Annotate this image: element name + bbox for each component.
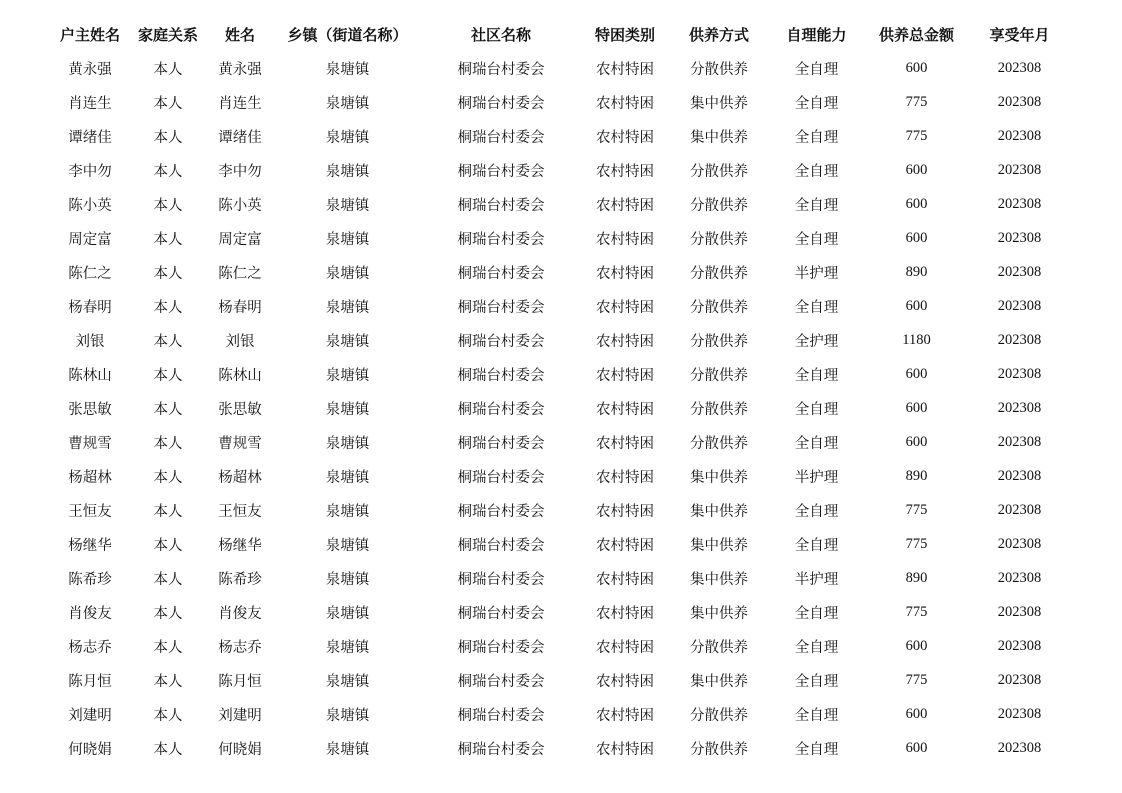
cell-householder-name: 李中勿: [68, 163, 112, 180]
table-row: [50, 289, 1070, 323]
cell-category: 农村特困: [596, 707, 654, 724]
cell-year-month: 202308: [997, 93, 1042, 110]
cell-householder-name: 杨继华: [68, 537, 112, 554]
cell-name: 肖俊友: [218, 605, 262, 622]
cell-community: 桐瑞台村委会: [457, 95, 545, 112]
cell-family-relation: 本人: [153, 707, 183, 724]
cell-family-relation: 本人: [153, 163, 183, 180]
cell-total-amount: 600: [905, 705, 928, 722]
cell-self-care: 全自理: [794, 129, 839, 146]
cell-category: 农村特困: [596, 741, 654, 758]
cell-township: 泉塘镇: [325, 367, 370, 384]
cell-name: 李中勿: [218, 163, 262, 180]
cell-category: 农村特困: [596, 605, 654, 622]
cell-support-mode: 分散供养: [690, 401, 748, 418]
cell-category: 农村特困: [596, 673, 654, 690]
cell-family-relation: 本人: [153, 435, 183, 452]
cell-householder-name: 杨春明: [68, 299, 112, 316]
cell-year-month: 202308: [997, 195, 1042, 212]
cell-total-amount: 890: [905, 263, 928, 280]
cell-name: 杨春明: [218, 299, 262, 316]
cell-category: 农村特困: [596, 503, 654, 520]
cell-name: 刘银: [225, 333, 255, 350]
cell-township: 泉塘镇: [325, 61, 370, 78]
cell-family-relation: 本人: [153, 231, 183, 248]
cell-support-mode: 集中供养: [690, 571, 748, 588]
cell-year-month: 202308: [997, 569, 1042, 586]
cell-total-amount: 775: [905, 603, 928, 620]
cell-self-care: 全自理: [794, 537, 839, 554]
cell-community: 桐瑞台村委会: [457, 197, 545, 214]
cell-community: 桐瑞台村委会: [457, 299, 545, 316]
cell-support-mode: 集中供养: [690, 95, 748, 112]
cell-self-care: 全自理: [794, 299, 839, 316]
cell-community: 桐瑞台村委会: [457, 401, 545, 418]
header-family-relation: 家庭关系: [137, 25, 198, 44]
cell-township: 泉塘镇: [325, 571, 370, 588]
cell-township: 泉塘镇: [325, 537, 370, 554]
cell-year-month: 202308: [997, 297, 1042, 314]
cell-community: 桐瑞台村委会: [457, 163, 545, 180]
cell-township: 泉塘镇: [325, 197, 370, 214]
table-row: [50, 357, 1070, 391]
cell-total-amount: 600: [905, 433, 928, 450]
cell-family-relation: 本人: [153, 639, 183, 656]
cell-year-month: 202308: [997, 603, 1042, 620]
cell-householder-name: 陈希珍: [68, 571, 112, 588]
cell-township: 泉塘镇: [325, 469, 370, 486]
cell-support-mode: 分散供养: [690, 61, 748, 78]
cell-township: 泉塘镇: [325, 605, 370, 622]
table-row: [50, 731, 1070, 765]
table-header: [50, 17, 1070, 51]
cell-self-care: 全护理: [794, 333, 839, 350]
table-row: [50, 527, 1070, 561]
cell-self-care: 全自理: [794, 741, 839, 758]
cell-name: 曹规雪: [218, 435, 262, 452]
cell-year-month: 202308: [997, 535, 1042, 552]
cell-self-care: 全自理: [794, 367, 839, 384]
cell-self-care: 半护理: [794, 571, 839, 588]
cell-year-month: 202308: [997, 365, 1042, 382]
cell-category: 农村特困: [596, 571, 654, 588]
cell-community: 桐瑞台村委会: [457, 367, 545, 384]
cell-family-relation: 本人: [153, 741, 183, 758]
cell-category: 农村特困: [596, 333, 654, 350]
cell-support-mode: 分散供养: [690, 639, 748, 656]
table-row: [50, 119, 1070, 153]
cell-support-mode: 分散供养: [690, 231, 748, 248]
table-row: [50, 629, 1070, 663]
cell-township: 泉塘镇: [325, 503, 370, 520]
cell-category: 农村特困: [596, 435, 654, 452]
table-row: [50, 459, 1070, 493]
cell-year-month: 202308: [997, 127, 1042, 144]
cell-township: 泉塘镇: [325, 435, 370, 452]
cell-name: 陈仁之: [218, 265, 262, 282]
cell-householder-name: 周定富: [68, 231, 112, 248]
cell-township: 泉塘镇: [325, 673, 370, 690]
cell-name: 杨志乔: [218, 639, 262, 656]
header-township: 乡镇（街道名称）: [287, 25, 408, 44]
cell-self-care: 全自理: [794, 61, 839, 78]
cell-householder-name: 张思敏: [68, 401, 112, 418]
header-self-care: 自理能力: [786, 25, 847, 44]
cell-township: 泉塘镇: [325, 265, 370, 282]
cell-family-relation: 本人: [153, 129, 183, 146]
cell-householder-name: 刘银: [75, 333, 105, 350]
cell-township: 泉塘镇: [325, 333, 370, 350]
cell-township: 泉塘镇: [325, 401, 370, 418]
cell-township: 泉塘镇: [325, 231, 370, 248]
cell-householder-name: 曹规雪: [68, 435, 112, 452]
table-body: [50, 51, 1070, 765]
cell-township: 泉塘镇: [325, 741, 370, 758]
table-row: [50, 51, 1070, 85]
cell-year-month: 202308: [997, 467, 1042, 484]
cell-self-care: 全自理: [794, 435, 839, 452]
cell-total-amount: 1180: [902, 331, 931, 348]
cell-community: 桐瑞台村委会: [457, 639, 545, 656]
cell-householder-name: 陈仁之: [68, 265, 112, 282]
cell-self-care: 全自理: [794, 95, 839, 112]
cell-family-relation: 本人: [153, 503, 183, 520]
header-name: 姓名: [224, 25, 255, 44]
cell-year-month: 202308: [997, 433, 1042, 450]
cell-householder-name: 刘建明: [68, 707, 112, 724]
cell-total-amount: 600: [905, 161, 928, 178]
cell-support-mode: 集中供养: [690, 537, 748, 554]
cell-township: 泉塘镇: [325, 95, 370, 112]
cell-category: 农村特困: [596, 537, 654, 554]
table-row: [50, 221, 1070, 255]
cell-total-amount: 600: [905, 59, 928, 76]
cell-community: 桐瑞台村委会: [457, 435, 545, 452]
cell-householder-name: 肖俊友: [68, 605, 112, 622]
table-row: [50, 323, 1070, 357]
cell-township: 泉塘镇: [325, 163, 370, 180]
cell-householder-name: 陈小英: [68, 197, 112, 214]
cell-community: 桐瑞台村委会: [457, 469, 545, 486]
cell-householder-name: 王恒友: [68, 503, 112, 520]
cell-householder-name: 黄永强: [68, 61, 112, 78]
cell-self-care: 全自理: [794, 639, 839, 656]
cell-category: 农村特困: [596, 95, 654, 112]
table-row: [50, 697, 1070, 731]
header-year-month: 享受年月: [989, 25, 1050, 44]
table-row: [50, 561, 1070, 595]
cell-category: 农村特困: [596, 299, 654, 316]
cell-year-month: 202308: [997, 637, 1042, 654]
cell-self-care: 全自理: [794, 231, 839, 248]
cell-self-care: 全自理: [794, 503, 839, 520]
cell-support-mode: 分散供养: [690, 299, 748, 316]
cell-support-mode: 集中供养: [690, 673, 748, 690]
cell-family-relation: 本人: [153, 95, 183, 112]
cell-family-relation: 本人: [153, 537, 183, 554]
support-roster-table: [50, 17, 1070, 765]
cell-self-care: 全自理: [794, 401, 839, 418]
cell-community: 桐瑞台村委会: [457, 503, 545, 520]
cell-family-relation: 本人: [153, 571, 183, 588]
cell-family-relation: 本人: [153, 333, 183, 350]
cell-family-relation: 本人: [153, 401, 183, 418]
cell-community: 桐瑞台村委会: [457, 61, 545, 78]
cell-community: 桐瑞台村委会: [457, 231, 545, 248]
cell-category: 农村特困: [596, 197, 654, 214]
table-row: [50, 493, 1070, 527]
header-community: 社区名称: [470, 25, 531, 44]
cell-self-care: 半护理: [794, 265, 839, 282]
cell-householder-name: 陈林山: [68, 367, 112, 384]
cell-family-relation: 本人: [153, 469, 183, 486]
cell-support-mode: 集中供养: [690, 469, 748, 486]
cell-name: 陈希珍: [218, 571, 262, 588]
cell-name: 陈小英: [218, 197, 262, 214]
cell-total-amount: 775: [905, 671, 928, 688]
table-row: [50, 663, 1070, 697]
cell-family-relation: 本人: [153, 197, 183, 214]
cell-support-mode: 分散供养: [690, 163, 748, 180]
cell-householder-name: 杨志乔: [68, 639, 112, 656]
cell-support-mode: 分散供养: [690, 741, 748, 758]
cell-family-relation: 本人: [153, 265, 183, 282]
cell-community: 桐瑞台村委会: [457, 265, 545, 282]
cell-name: 黄永强: [218, 61, 262, 78]
cell-category: 农村特困: [596, 129, 654, 146]
cell-family-relation: 本人: [153, 673, 183, 690]
cell-name: 陈林山: [218, 367, 262, 384]
cell-total-amount: 600: [905, 365, 928, 382]
cell-category: 农村特困: [596, 265, 654, 282]
cell-year-month: 202308: [997, 705, 1042, 722]
cell-self-care: 全自理: [794, 163, 839, 180]
table-row: [50, 255, 1070, 289]
cell-total-amount: 775: [905, 93, 928, 110]
cell-community: 桐瑞台村委会: [457, 707, 545, 724]
cell-township: 泉塘镇: [325, 299, 370, 316]
cell-total-amount: 775: [905, 535, 928, 552]
cell-support-mode: 集中供养: [690, 605, 748, 622]
cell-total-amount: 890: [905, 467, 928, 484]
cell-category: 农村特困: [596, 61, 654, 78]
cell-support-mode: 分散供养: [690, 367, 748, 384]
cell-community: 桐瑞台村委会: [457, 537, 545, 554]
cell-family-relation: 本人: [153, 605, 183, 622]
cell-category: 农村特困: [596, 163, 654, 180]
cell-category: 农村特困: [596, 401, 654, 418]
cell-community: 桐瑞台村委会: [457, 333, 545, 350]
table-row: [50, 391, 1070, 425]
cell-community: 桐瑞台村委会: [457, 673, 545, 690]
cell-total-amount: 600: [905, 195, 928, 212]
cell-total-amount: 600: [905, 399, 928, 416]
cell-support-mode: 分散供养: [690, 707, 748, 724]
cell-total-amount: 600: [905, 739, 928, 756]
cell-support-mode: 分散供养: [690, 197, 748, 214]
cell-self-care: 全自理: [794, 707, 839, 724]
cell-family-relation: 本人: [153, 367, 183, 384]
cell-family-relation: 本人: [153, 299, 183, 316]
cell-support-mode: 分散供养: [690, 265, 748, 282]
cell-self-care: 全自理: [794, 197, 839, 214]
cell-total-amount: 890: [905, 569, 928, 586]
header-row: [50, 17, 1070, 51]
cell-support-mode: 分散供养: [690, 333, 748, 350]
table-row: [50, 85, 1070, 119]
cell-name: 谭绪佳: [218, 129, 262, 146]
cell-category: 农村特困: [596, 231, 654, 248]
header-total-amount: 供养总金额: [878, 25, 954, 44]
cell-name: 周定富: [218, 231, 262, 248]
cell-community: 桐瑞台村委会: [457, 571, 545, 588]
cell-name: 杨继华: [218, 537, 262, 554]
cell-category: 农村特困: [596, 367, 654, 384]
table-row: [50, 595, 1070, 629]
cell-self-care: 全自理: [794, 673, 839, 690]
cell-name: 刘建明: [218, 707, 262, 724]
cell-support-mode: 集中供养: [690, 503, 748, 520]
cell-total-amount: 600: [905, 297, 928, 314]
header-support-mode: 供养方式: [688, 25, 749, 44]
cell-year-month: 202308: [997, 671, 1042, 688]
cell-total-amount: 600: [905, 229, 928, 246]
cell-total-amount: 775: [905, 501, 928, 518]
cell-family-relation: 本人: [153, 61, 183, 78]
cell-name: 陈月恒: [218, 673, 262, 690]
cell-name: 肖连生: [218, 95, 262, 112]
cell-township: 泉塘镇: [325, 639, 370, 656]
cell-total-amount: 600: [905, 637, 928, 654]
header-householder-name: 户主姓名: [59, 25, 120, 44]
cell-community: 桐瑞台村委会: [457, 129, 545, 146]
cell-year-month: 202308: [997, 399, 1042, 416]
cell-self-care: 全自理: [794, 605, 839, 622]
cell-year-month: 202308: [997, 501, 1042, 518]
cell-householder-name: 谭绪佳: [68, 129, 112, 146]
cell-support-mode: 集中供养: [690, 129, 748, 146]
cell-category: 农村特困: [596, 639, 654, 656]
header-category: 特困类别: [594, 25, 655, 44]
table-row: [50, 153, 1070, 187]
cell-community: 桐瑞台村委会: [457, 605, 545, 622]
table-row: [50, 187, 1070, 221]
cell-category: 农村特困: [596, 469, 654, 486]
cell-self-care: 半护理: [794, 469, 839, 486]
cell-name: 王恒友: [218, 503, 262, 520]
cell-householder-name: 何晓娟: [68, 741, 112, 758]
cell-township: 泉塘镇: [325, 129, 370, 146]
cell-total-amount: 775: [905, 127, 928, 144]
cell-householder-name: 肖连生: [68, 95, 112, 112]
cell-year-month: 202308: [997, 229, 1042, 246]
cell-householder-name: 陈月恒: [68, 673, 112, 690]
cell-year-month: 202308: [997, 59, 1042, 76]
cell-township: 泉塘镇: [325, 707, 370, 724]
cell-year-month: 202308: [997, 263, 1042, 280]
cell-year-month: 202308: [997, 161, 1042, 178]
cell-name: 张思敏: [218, 401, 262, 418]
cell-name: 杨超林: [218, 469, 262, 486]
cell-name: 何晓娟: [218, 741, 262, 758]
cell-year-month: 202308: [997, 331, 1042, 348]
cell-support-mode: 分散供养: [690, 435, 748, 452]
cell-community: 桐瑞台村委会: [457, 741, 545, 758]
cell-householder-name: 杨超林: [68, 469, 112, 486]
cell-year-month: 202308: [997, 739, 1042, 756]
table-row: [50, 425, 1070, 459]
